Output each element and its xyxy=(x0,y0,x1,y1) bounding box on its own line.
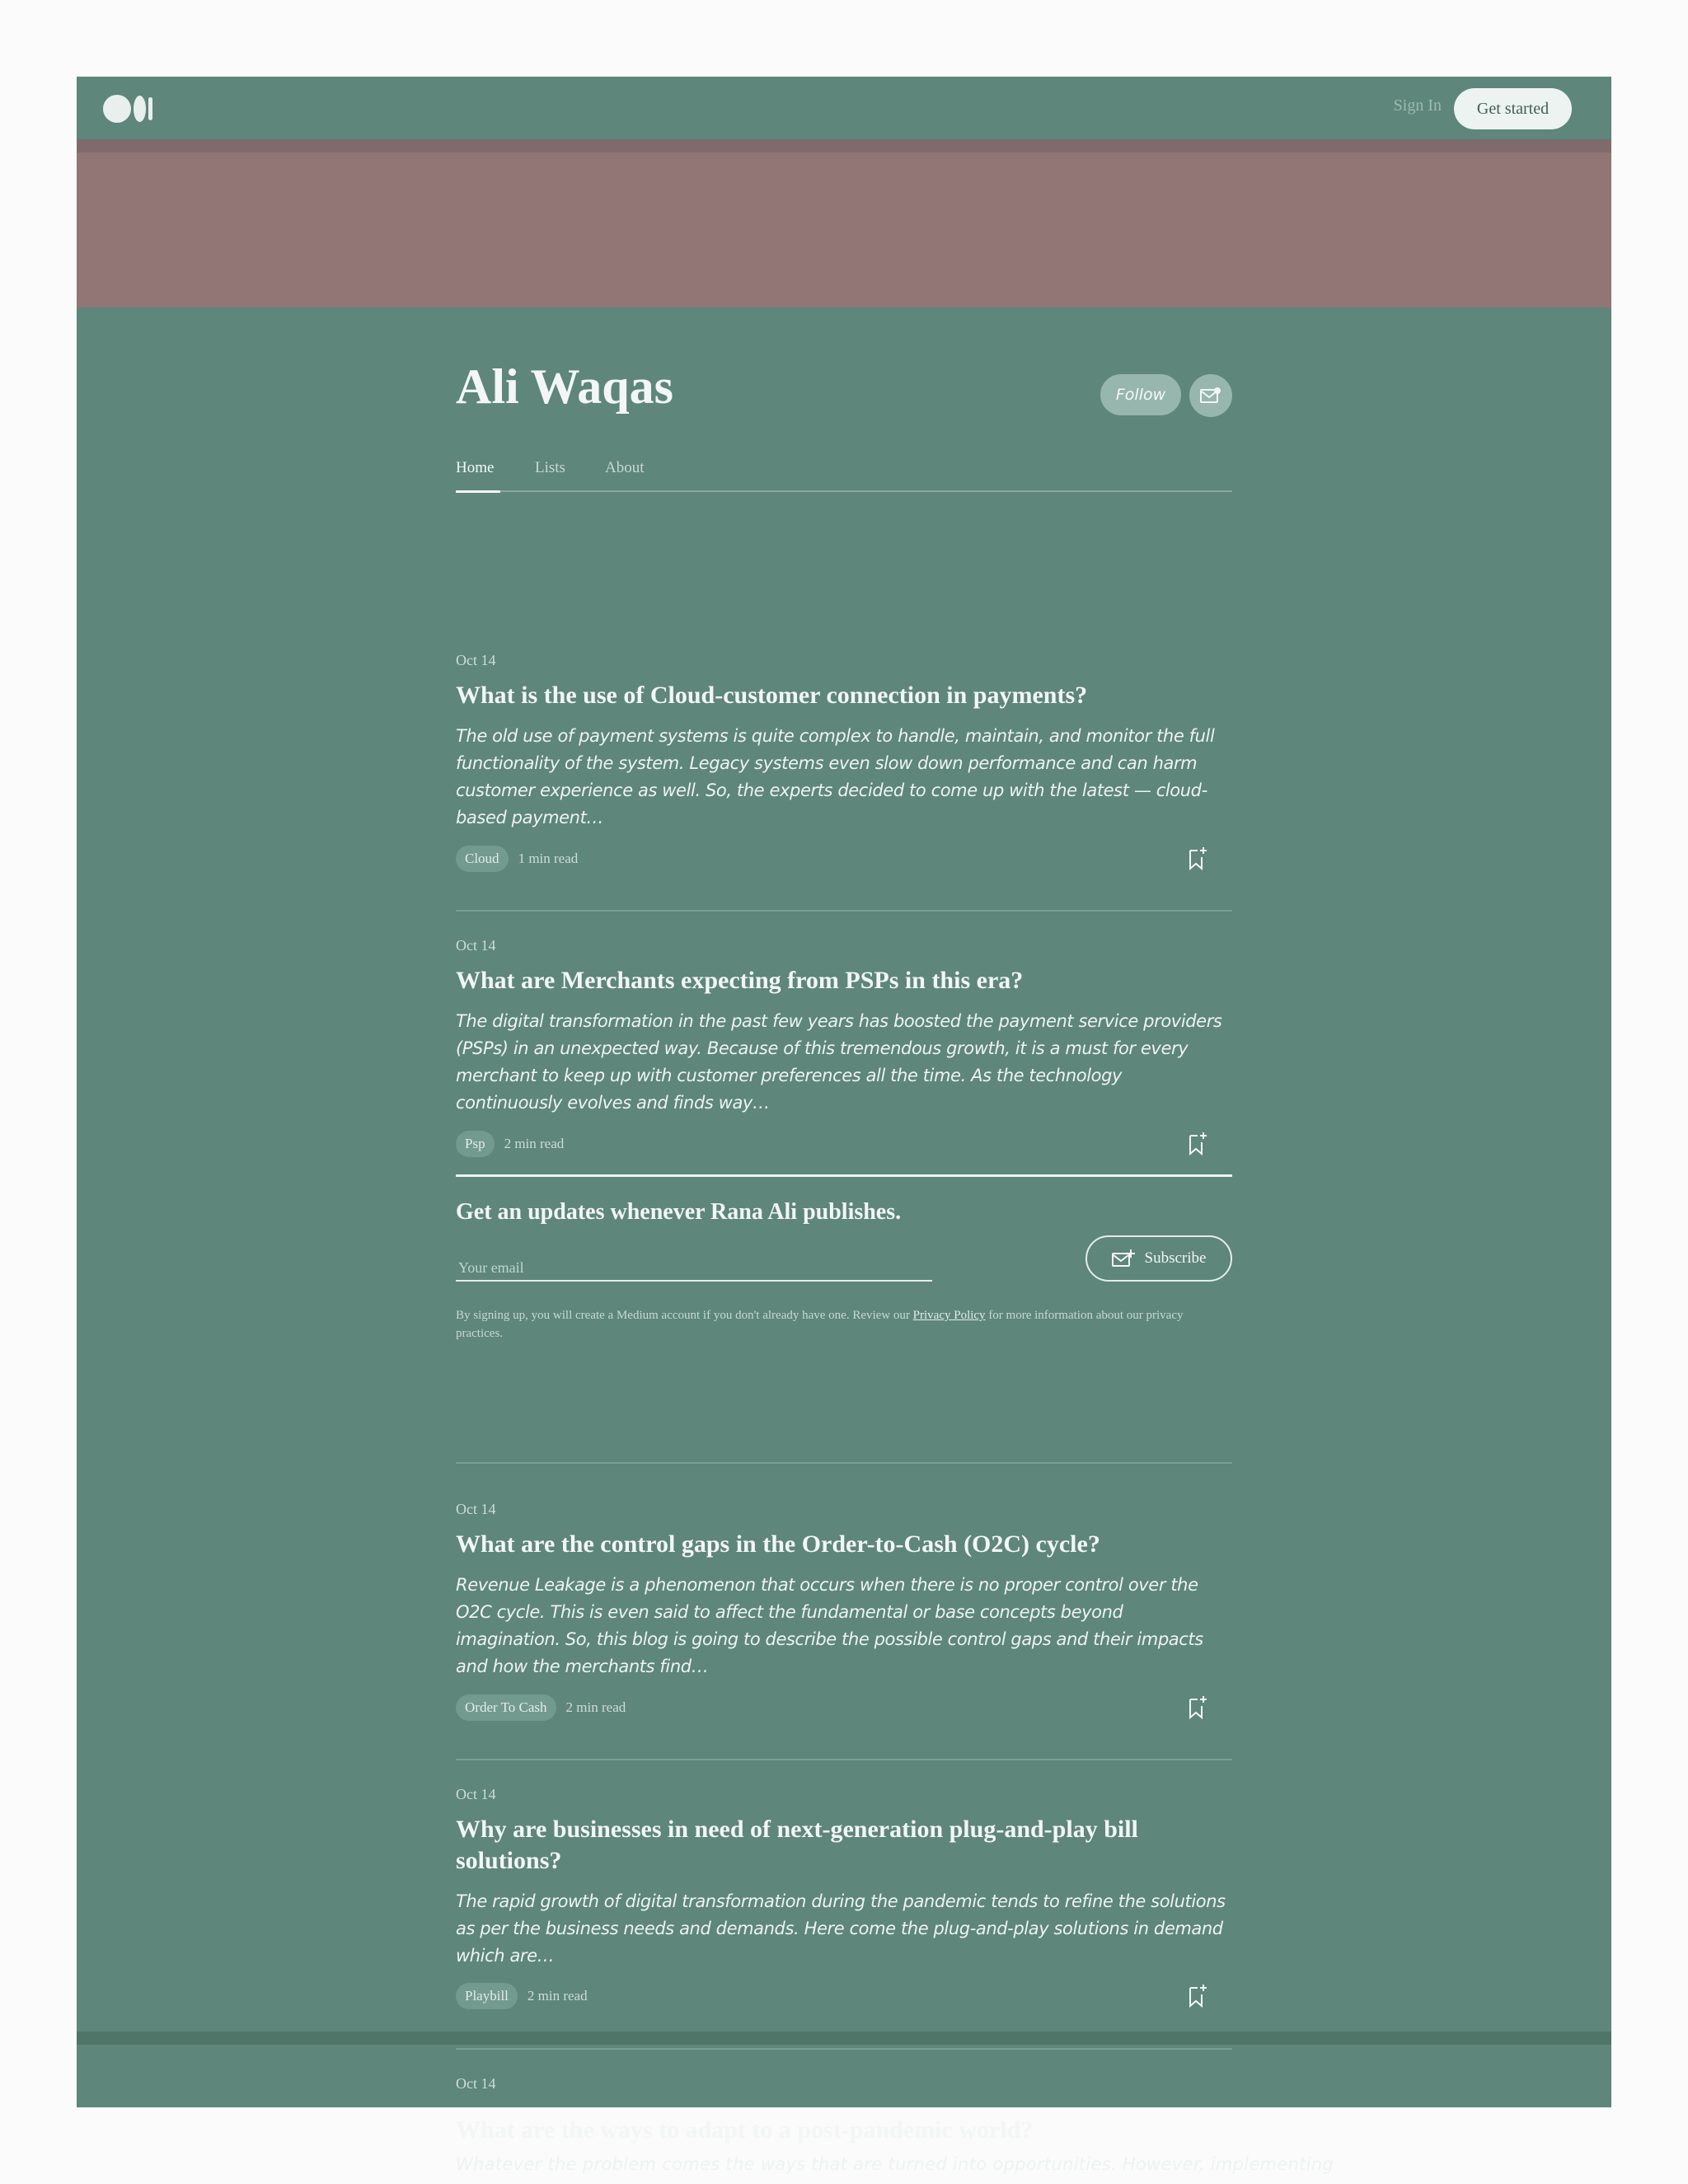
subscribe-divider xyxy=(456,1174,1232,1177)
active-tab-underline xyxy=(456,490,500,493)
banner-top-strip xyxy=(77,139,1611,152)
article-excerpt[interactable]: Whatever the problem comes the ways that are turned into opportunities. However, implementing xyxy=(456,2154,1334,2174)
bookmark-add-icon[interactable] xyxy=(1186,1694,1209,1721)
article-divider xyxy=(456,910,1232,912)
subscribe-legal-text xyxy=(456,1306,1232,1343)
article-date: Oct 14 xyxy=(456,2075,496,2092)
read-time: 2 min read xyxy=(565,1699,626,1715)
bookmark-add-icon[interactable] xyxy=(1186,846,1209,872)
article-date: Oct 14 xyxy=(456,1501,496,1517)
get-started-button[interactable]: Get started xyxy=(1454,88,1572,129)
article-tag[interactable]: Playbill xyxy=(456,1983,518,2009)
article-title[interactable]: What are the ways to adapt to a post-pandemic world? xyxy=(456,2116,1034,2144)
follow-button[interactable]: Follow xyxy=(1100,374,1181,415)
article-meta xyxy=(456,1694,626,1722)
article-date: Oct 14 xyxy=(456,652,496,668)
article-date: Oct 14 xyxy=(456,1786,496,1802)
article-meta xyxy=(456,1982,588,2010)
read-time: 1 min read xyxy=(518,851,579,866)
bottom-overlay-strip xyxy=(77,2032,1611,2045)
article-title[interactable]: What are the control gaps in the Order-to-Cash (O2C) cycle? xyxy=(456,1530,1100,1558)
tab-about[interactable]: About xyxy=(605,459,645,476)
profile-banner xyxy=(77,152,1611,307)
article-divider xyxy=(456,2048,1232,2050)
mail-plus-icon xyxy=(1200,387,1221,405)
author-name: Ali Waqas xyxy=(456,359,673,414)
tab-home[interactable]: Home xyxy=(456,459,495,476)
article-title[interactable]: What is the use of Cloud-customer connection in payments? xyxy=(456,682,1088,709)
article-meta xyxy=(456,845,578,873)
top-navbar xyxy=(77,77,1611,139)
tab-lists[interactable]: Lists xyxy=(535,459,565,476)
section-divider xyxy=(456,1462,1232,1464)
legal-text-end: for more information about our privacy practices. xyxy=(456,1309,1184,1340)
bookmark-add-icon[interactable] xyxy=(1186,1983,1209,2009)
article-title[interactable]: Why are businesses in need of next-generation plug-and-play bill solutions? xyxy=(456,1816,1138,1874)
article-excerpt[interactable]: The digital transformation in the past few years has boosted the payment service providers (PSPs) in an unexpected way. Because of this tremendous growth, it is a must for every merchant to keep up with customer preferences all the time. As the technology continuously evolves and finds way… xyxy=(456,1011,1222,1113)
read-time: 2 min read xyxy=(504,1136,565,1151)
article-tag[interactable]: Cloud xyxy=(456,846,509,872)
profile-tabs xyxy=(456,459,1232,492)
article-divider xyxy=(456,1759,1232,1760)
article-meta xyxy=(456,1130,564,1158)
article-title[interactable]: What are Merchants expecting from PSPs in this era? xyxy=(456,967,1024,994)
bookmark-add-icon[interactable] xyxy=(1186,1131,1209,1157)
medium-logo-icon[interactable] xyxy=(103,95,154,123)
subscribe-button-label: Subscribe xyxy=(1144,1249,1207,1267)
sign-in-link[interactable]: Sign In xyxy=(1393,96,1442,115)
legal-text-start: By signing up, you will create a Medium account if you don't already have one. Review our xyxy=(456,1309,913,1322)
article-tag[interactable]: Order To Cash xyxy=(456,1694,556,1721)
privacy-policy-link[interactable]: Privacy Policy xyxy=(912,1309,986,1322)
subscribe-icon-button[interactable] xyxy=(1189,374,1232,417)
article-excerpt[interactable]: The old use of payment systems is quite complex to handle, maintain, and monitor the full functionality of the system. Legacy systems even slow down performance and can harm customer experience as well. So, the experts decided to come up with the latest — cloud-based payment… xyxy=(456,726,1215,827)
article-excerpt[interactable]: The rapid growth of digital transformation during the pandemic tends to refine the solutions as per the business needs and demands. Here come the plug-and-play solutions in demand which are… xyxy=(456,1891,1226,1966)
subscribe-heading: Get an updates whenever Rana Ali publishes. xyxy=(456,1199,902,1225)
subscribe-button[interactable] xyxy=(1085,1235,1232,1282)
profile-page xyxy=(77,77,1611,2174)
article-tag[interactable]: Psp xyxy=(456,1131,495,1157)
article-date: Oct 14 xyxy=(456,937,496,954)
mail-plus-icon xyxy=(1112,1249,1135,1268)
article-excerpt[interactable]: Revenue Leakage is a phenomenon that occurs when there is no proper control over the O2C cycle. This is even said to affect the fundamental or base concepts beyond imagination. So, this blog is going to describe the possible control gaps and their impacts and how the merchants find… xyxy=(456,1575,1203,1676)
email-input[interactable] xyxy=(456,1255,932,1282)
read-time: 2 min read xyxy=(527,1988,588,2004)
